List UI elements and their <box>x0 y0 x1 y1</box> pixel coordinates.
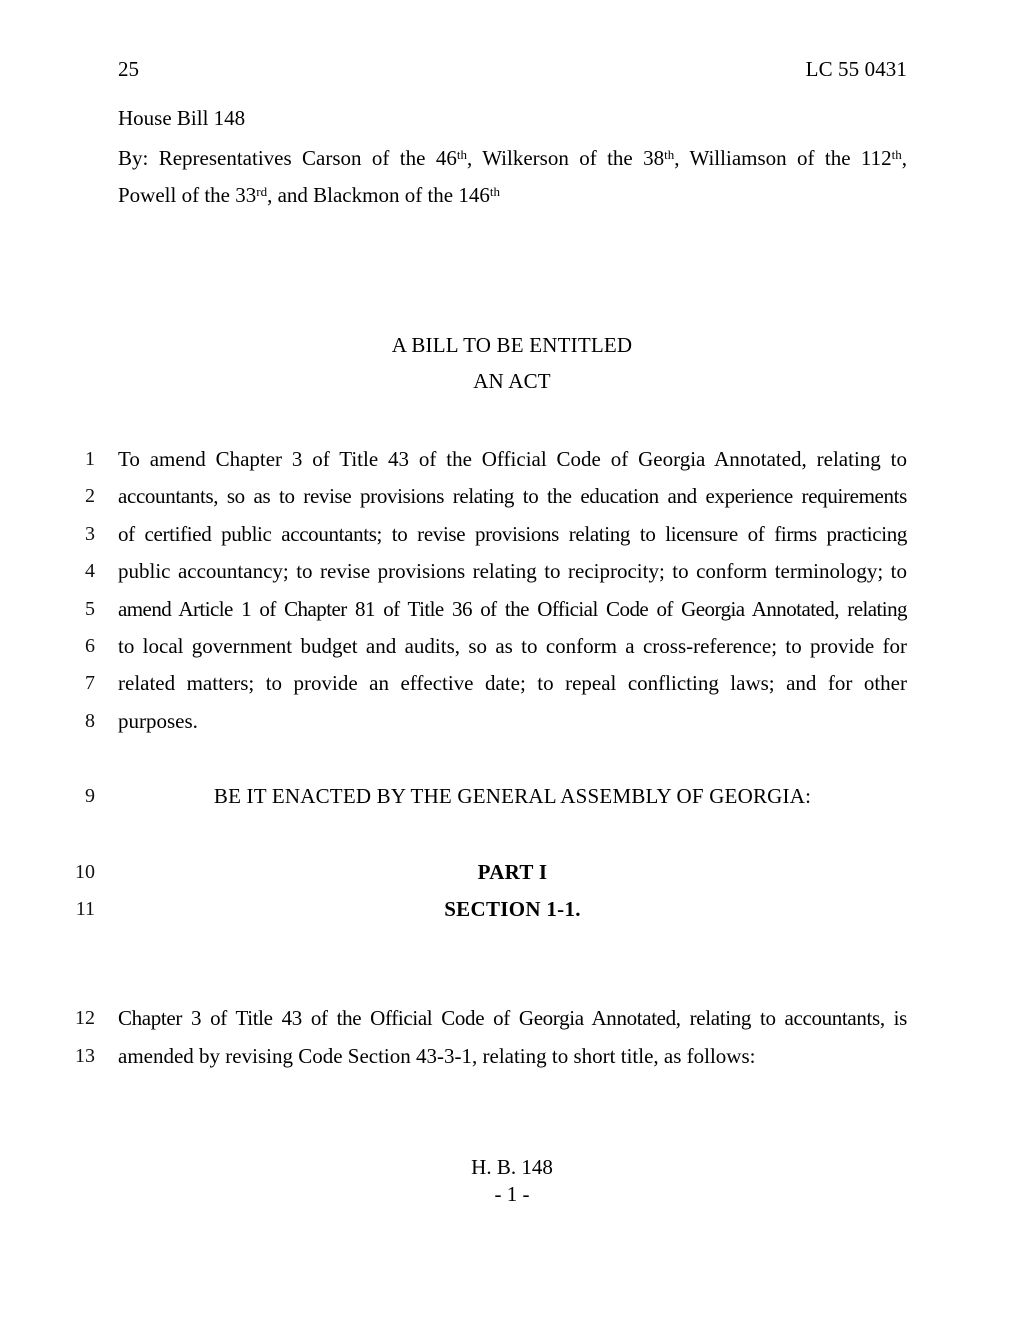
body-line <box>0 706 1024 743</box>
ordinal-suffix-38: th <box>664 146 675 162</box>
act-title-entitled: A BILL TO BE ENTITLED <box>391 333 633 357</box>
line-text: To amend Chapter 3 of Title 43 of the Official Code of Georgia Annotated, relating to <box>118 447 907 471</box>
line-number: 4 <box>85 560 95 583</box>
body-line <box>0 1003 1024 1040</box>
body-line <box>0 519 1024 556</box>
line-text: accountants, so as to revise provisions relating to the education and experience requirements <box>118 484 907 509</box>
sponsor-line-1 <box>118 140 907 177</box>
body-line <box>0 631 1024 668</box>
body-line <box>0 481 1024 518</box>
sponsor-line-2-part-a: Powell of the 33 <box>118 183 257 207</box>
line-text: PART I <box>477 859 548 884</box>
line-text: public accountancy; to revise provisions relating to reciprocity; to conform terminology; to <box>118 559 907 584</box>
line-number: 7 <box>85 672 95 695</box>
body-line <box>0 556 1024 593</box>
ordinal-suffix-46: th <box>456 146 467 162</box>
document-header <box>118 56 907 82</box>
header-page-marker: 25 <box>118 57 139 81</box>
body-line <box>0 444 1024 481</box>
body-line <box>0 1041 1024 1078</box>
line-text: SECTION 1-1. <box>444 896 581 921</box>
line-number: 6 <box>85 634 95 657</box>
line-text: BE IT ENACTED BY THE GENERAL ASSEMBLY OF GEORGIA: <box>213 784 812 809</box>
paragraph-gap <box>0 743 1024 781</box>
paragraph-gap <box>0 967 1024 1003</box>
bill-body <box>0 444 1024 1078</box>
bill-sponsors <box>118 140 907 214</box>
paragraph-gap <box>0 819 1024 857</box>
line-number: 8 <box>85 709 95 732</box>
line-text: to local government budget and audits, so as to conform a cross-reference; to provide for <box>118 633 907 658</box>
paragraph-gap <box>0 931 1024 967</box>
act-title-an-act: AN ACT <box>473 369 551 393</box>
bill-number-label: House Bill 148 <box>118 106 246 130</box>
line-number: 9 <box>85 785 95 808</box>
line-text: amend Article 1 of Chapter 81 of Title 36 of the Official Code of Georgia Annotated, relating <box>118 596 907 621</box>
line-number: 12 <box>75 1007 95 1030</box>
line-number: 13 <box>75 1044 95 1067</box>
sponsor-line-2 <box>118 177 907 214</box>
sponsor-line-1-part-c: , Williamson of the 112 <box>674 146 892 170</box>
header-lc-number: LC 55 0431 <box>805 57 907 81</box>
line-number: 5 <box>85 597 95 620</box>
ordinal-suffix-112: th <box>891 146 902 162</box>
footer-page-number: - 1 - <box>494 1182 530 1206</box>
sponsor-line-1-part-d: , <box>901 146 908 170</box>
line-text: purposes. <box>118 708 198 733</box>
line-text: amended by revising Code Section 43-3-1, relating to short title, as follows: <box>118 1043 756 1068</box>
line-number: 2 <box>85 485 95 508</box>
ordinal-suffix-146: th <box>489 183 500 199</box>
sponsor-line-1-part-a: By: Representatives Carson of the 46 <box>118 146 457 170</box>
body-line <box>0 857 1024 894</box>
sponsor-line-2-part-b: , and Blackmon of the 146 <box>267 183 490 207</box>
ordinal-suffix-33: rd <box>256 183 268 199</box>
body-line <box>0 668 1024 705</box>
body-line <box>0 781 1024 818</box>
line-text: of certified public accountants; to revise provisions relating to licensure of firms practicing <box>118 521 907 546</box>
line-number: 10 <box>75 860 95 883</box>
line-text: Chapter 3 of Title 43 of the Official Code of Georgia Annotated, relating to accountants, is <box>118 1006 907 1031</box>
body-line <box>0 894 1024 931</box>
sponsor-line-1-part-b: , Wilkerson of the 38 <box>466 146 665 170</box>
body-line <box>0 594 1024 631</box>
line-number: 3 <box>85 522 95 545</box>
line-number: 1 <box>85 448 95 470</box>
line-text: related matters; to provide an effective date; to repeal conflicting laws; and for other <box>118 671 907 696</box>
line-number: 11 <box>75 897 95 920</box>
footer-bill-short: H. B. 148 <box>471 1155 553 1179</box>
